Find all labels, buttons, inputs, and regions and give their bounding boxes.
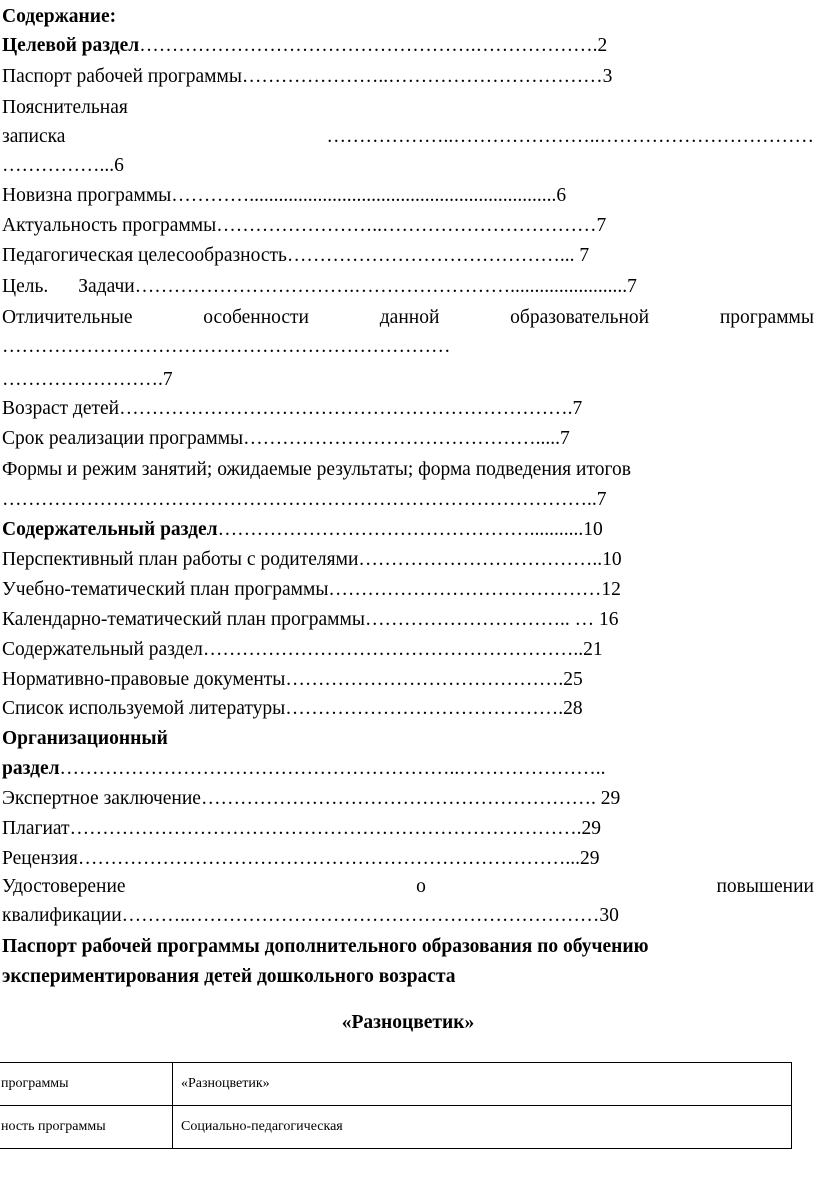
toc-word: Удостоверение <box>2 876 126 897</box>
toc-word: программы <box>719 307 814 328</box>
toc-entry-goal-tasks[interactable] <box>2 272 637 301</box>
toc-entry-study-plan[interactable]: Учебно-тематический план программы……………………………………12 <box>2 579 621 600</box>
toc-entry-explanatory-note-page: ……………...6 <box>2 155 124 176</box>
toc-entry-label: Содержательный раздел <box>2 519 218 540</box>
toc-entry-certificate-cont[interactable]: квалификации………..………………………………………………………30 <box>2 905 619 926</box>
toc-entry-relevance[interactable]: Актуальность программы……………………..……………………………7 <box>2 215 607 236</box>
toc-entry-distinctive-leader: …………………………………………………………… <box>2 336 451 357</box>
toc-entry-content[interactable]: Содержательный раздел…………………………………………………..21 <box>2 639 603 660</box>
toc-word: повышении <box>716 876 814 897</box>
passport-table <box>0 1062 792 1149</box>
table-cell-value: Социально-педагогическая <box>173 1106 792 1149</box>
toc-word: данной <box>379 307 440 328</box>
program-name: «Разноцветик» <box>341 1012 475 1033</box>
table-row <box>0 1063 792 1106</box>
toc-word: Отличительные <box>2 307 133 328</box>
toc-entry-expert[interactable]: Экспертное заключение……………………………………………………. 29 <box>2 788 621 809</box>
toc-entry-distinctive[interactable] <box>2 303 814 332</box>
toc-entry-forms-leader: ………………………………………………………………………………..7 <box>2 489 607 510</box>
toc-entry-leader: ……………………………………………………..………………….. <box>59 758 606 779</box>
toc-entry-certificate[interactable] <box>2 872 814 901</box>
passport-heading-line2: экспериментирования детей дошкольного возраста <box>2 966 456 987</box>
toc-entry-leader: …………………………….……………………........................7 <box>134 276 637 297</box>
toc-entry-explanatory-note[interactable]: Пояснительная <box>2 97 128 118</box>
toc-title: Содержание: <box>2 6 117 27</box>
table-row <box>0 1106 792 1149</box>
toc-entry-distinctive-page: …………………….7 <box>2 369 173 390</box>
toc-entry-leader: ………………..…………………..…………………………… <box>326 126 814 147</box>
toc-entry-org-section[interactable]: Организационный <box>2 728 168 749</box>
toc-word: о <box>416 876 426 897</box>
toc-entry-term[interactable]: Срок реализации программы……………………………………….....7 <box>2 428 570 449</box>
table-cell-label: ность программы <box>0 1106 173 1149</box>
toc-entry-label: Цель. <box>2 276 49 297</box>
toc-entry-label: раздел <box>2 758 60 779</box>
toc-entry-label: Целевой раздел <box>2 35 140 56</box>
toc-entry-target-section[interactable] <box>2 31 607 60</box>
toc-entry-leader: …………………………………………...........10 <box>217 519 603 540</box>
toc-word: особенности <box>203 307 309 328</box>
toc-entry-age[interactable]: Возраст детей…………………………………………………………….7 <box>2 398 583 419</box>
toc-entry-leader: …………………………………………….……………….2 <box>139 35 608 56</box>
toc-entry-novelty[interactable]: Новизна программы…………...............................................................6 <box>2 185 567 206</box>
toc-entry-content-section[interactable] <box>2 515 603 544</box>
table-cell-label: программы <box>0 1063 173 1106</box>
toc-entry-org-section-cont[interactable] <box>2 754 606 783</box>
toc-entry-calendar-plan[interactable]: Календарно-тематический план программы………………………….. … 16 <box>2 609 619 630</box>
toc-entry-explanatory-note-cont[interactable] <box>2 122 814 151</box>
table-cell-value: «Разноцветик» <box>173 1063 792 1106</box>
toc-entry-pedagogical[interactable]: Педагогическая целесообразность……………………………………... 7 <box>2 245 590 266</box>
toc-entry-label: записка <box>2 126 66 147</box>
toc-entry-passport[interactable]: Паспорт рабочей программы…………………..……………………………3 <box>2 66 613 87</box>
toc-entry-parents-plan[interactable]: Перспективный план работы с родителями………………………………..10 <box>2 549 622 570</box>
toc-entry-review[interactable]: Рецензия…………………………………………………………………...29 <box>2 848 600 869</box>
toc-entry-forms[interactable]: Формы и режим занятий; ожидаемые результаты; форма подведения итогов <box>2 459 631 480</box>
toc-word: образовательной <box>510 307 650 328</box>
toc-entry-plagiarism[interactable]: Плагиат…………………………………………………………………….29 <box>2 818 601 839</box>
toc-entry-label: Задачи <box>78 276 135 297</box>
toc-entry-literature[interactable]: Список используемой литературы…………………………………….28 <box>2 698 583 719</box>
toc-entry-normative[interactable]: Нормативно-правовые документы…………………………………….25 <box>2 669 583 690</box>
passport-heading-line1: Паспорт рабочей программы дополнительного образования по обучению <box>2 936 649 957</box>
